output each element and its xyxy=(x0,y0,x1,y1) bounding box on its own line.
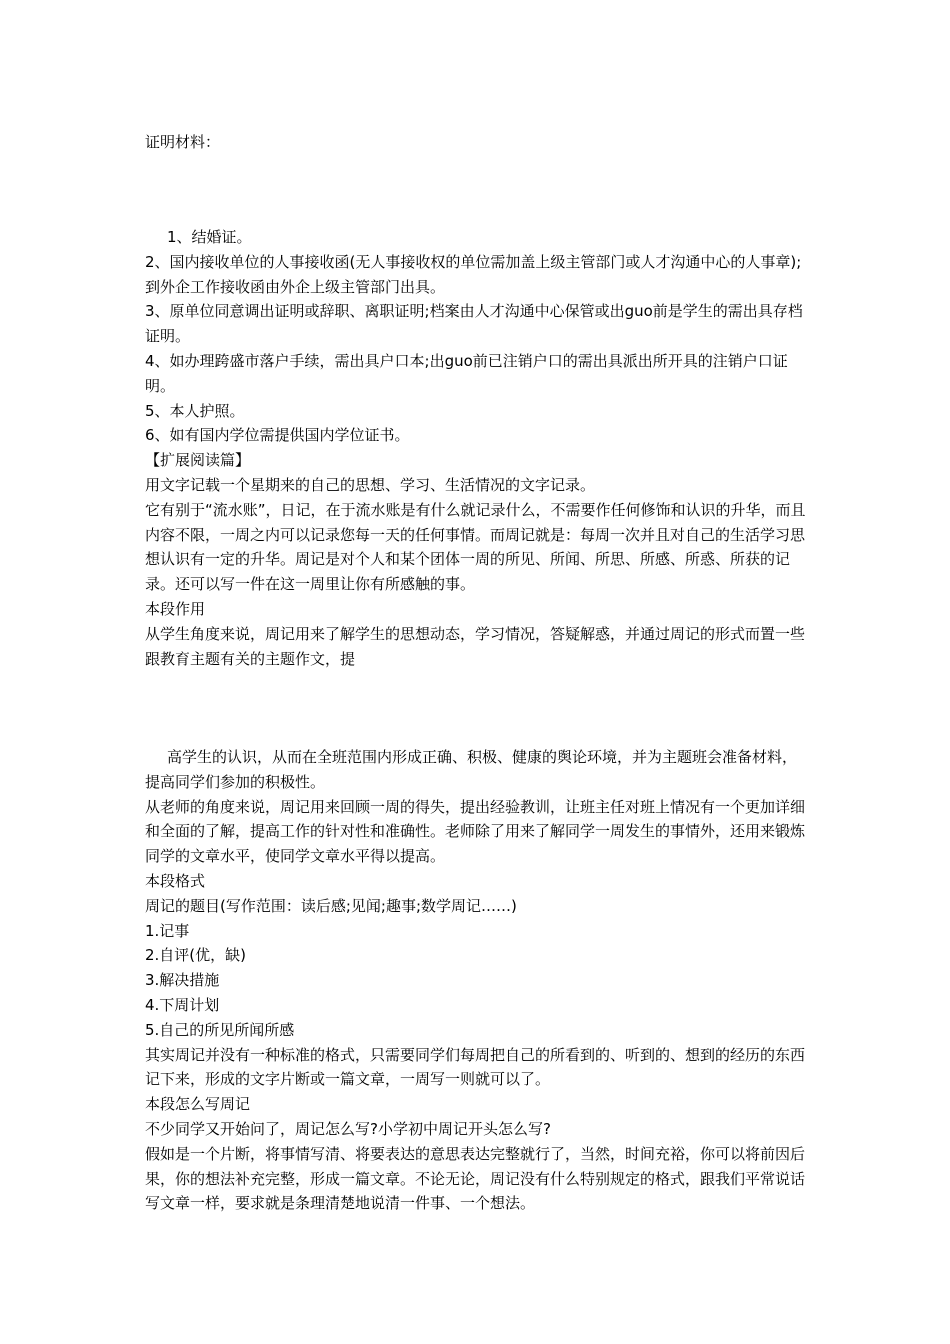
paragraph: 用文字记载一个星期来的自己的思想、学习、生活情况的文字记录。 xyxy=(145,475,596,494)
list-item: 3、原单位同意调出证明或辞职、离职证明;档案由人才沟通中心保管或出guo前是学生的需出具存档证明。 xyxy=(145,302,803,346)
text-block-upper xyxy=(145,225,810,671)
paragraph: 从学生角度来说，周记用来了解学生的思想动态，学习情况，答疑解惑，并通过周记的形式而置一些跟教育主题有关的主题作文，提 xyxy=(145,624,806,668)
list-item: 2.自评(优，缺) xyxy=(145,946,247,965)
list-item: 4、如办理跨盛市落户手续，需出具户口本;出guo前已注销户口的需出具派出所开具的注销户口证明。 xyxy=(145,351,788,395)
list-item: 2、国内接收单位的人事接收函(无人事接收权的单位需加盖上级主管部门或人才沟通中心的人事章);到外企工作接收函由外企上级主管部门出具。 xyxy=(145,252,802,296)
paragraph: 高学生的认识，从而在全班范围内形成正确、积极、健康的舆论环境，并为主题班会准备材料，提高同学们参加的积极性。 xyxy=(145,748,798,791)
paragraph: 从老师的角度来说，周记用来回顾一周的得失，提出经验教训，让班主任对班上情况有一个更加详细和全面的了解，提高工作的针对性和准确性。老师除了用来了解同学一周发生的事情外，还用来锻炼同学的文章水平，使同学文章水平得以提高。 xyxy=(145,797,806,866)
paragraph: 假如是一个片断，将事情写清、将要表达的意思表达完整就行了，当然，时间充裕，你可以将前因后果，你的想法补充完整，形成一篇文章。不论无论，周记没有什么特别规定的格式，跟我们平常说话写文章一样，要求就是条理清楚地说清一件事、一个想法。 xyxy=(145,1144,806,1213)
list-item: 6、如有国内学位需提供国内学位证书。 xyxy=(145,426,410,445)
section-heading: 本段作用 xyxy=(145,599,206,618)
list-item: 1、结婚证。 xyxy=(167,228,252,246)
section-heading: 本段怎么写周记 xyxy=(145,1095,251,1114)
list-item: 4.下周计划 xyxy=(145,995,220,1014)
section-heading: 本段格式 xyxy=(145,871,206,890)
list-item: 3.解决措施 xyxy=(145,971,220,990)
text-block-lower xyxy=(145,745,810,1216)
paragraph: 不少同学又开始问了，周记怎么写?小学初中周记开头怎么写? xyxy=(145,1119,551,1138)
list-item: 5.自己的所见所闻所感 xyxy=(145,1020,295,1039)
paragraph: 它有别于“流水账”，日记，在于流水账是有什么就记录什么，不需要作任何修饰和认识的升华，而且内容不限，一周之内可以记录您每一天的任何事情。而周记就是：每周一次并且对自己的生活学习思想认识有一定的升华。周记是对个人和某个团体一周的所见、所闻、所思、所感、所惑、所获的记录。还可以写一件在这一周里让你有所感触的事。 xyxy=(145,500,806,594)
list-item: 1.记事 xyxy=(145,921,190,940)
paragraph: 其实周记并没有一种标准的格式，只需要同学们每周把自己的所看到的、听到的、想到的经历的东西记下来，形成的文字片断或一篇文章，一周写一则就可以了。 xyxy=(145,1045,806,1089)
section-heading: 证明材料： xyxy=(145,133,221,151)
list-item: 5、本人护照。 xyxy=(145,401,245,420)
section-heading: 【扩展阅读篇】 xyxy=(145,451,251,470)
paragraph: 周记的题目(写作范围：读后感;见闻;趣事;数学周记……) xyxy=(145,896,517,915)
